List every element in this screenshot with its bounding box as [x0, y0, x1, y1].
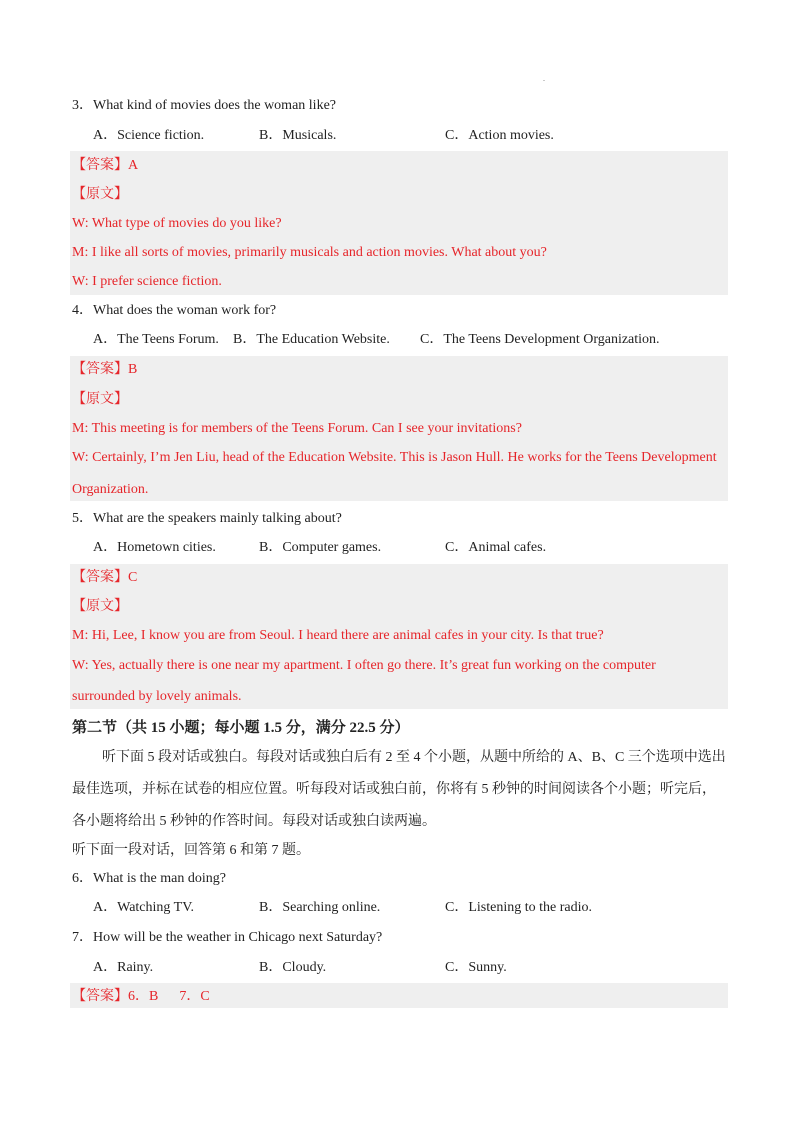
section-title: 第二节（共 15 小题；每小题 1.5 分，满分 22.5 分）: [72, 720, 410, 736]
q3-option-c: C．Action movies.: [445, 128, 554, 143]
q5-transcript-line: M: Hi, Lee, I know you are from Seoul. I heard there are animal cafes in your city. Is that true?: [72, 628, 604, 643]
question-3: 3．What kind of movies does the woman like?: [72, 98, 336, 113]
instruction-line: 各小题将给出 5 秒钟的作答时间。每段对话或独白读两遍。: [72, 814, 436, 829]
q7-option-a: A．Rainy.: [93, 960, 154, 975]
dialog-intro: 听下面一段对话，回答第 6 和第 7 题。: [72, 843, 310, 858]
instruction-line: 最佳选项，并标在试卷的相应位置。听每段对话或独白前，你将有 5 秒钟的时间阅读各个小题；听完后，: [72, 782, 716, 797]
q3-source-label: 【原文】: [72, 187, 128, 202]
q7-option-c: C．Sunny.: [445, 960, 507, 975]
q7-option-b: B．Cloudy.: [259, 960, 327, 975]
q3-option-b: B．Musicals.: [259, 128, 337, 143]
q6-option-b: B．Searching online.: [259, 900, 381, 915]
question-4: 4．What does the woman work for?: [72, 303, 277, 318]
q4-transcript-line: Organization.: [72, 482, 149, 497]
q4-option-c: C．The Teens Development Organization.: [420, 332, 660, 347]
q4-answer: 【答案】B: [72, 362, 138, 377]
q5-answer: 【答案】C: [72, 570, 138, 585]
q5-transcript-line: surrounded by lovely animals.: [72, 689, 242, 704]
question-7: 7．How will be the weather in Chicago next Saturday?: [72, 930, 383, 945]
q4-option-b: B．The Education Website.: [233, 332, 390, 347]
header-mark: .: [543, 74, 545, 83]
q4-option-a: A．The Teens Forum.: [93, 332, 219, 347]
instruction-line: 听下面 5 段对话或独白。每段对话或独白后有 2 至 4 个小题，从题中所给的 A、B、C 三个选项中选出: [102, 750, 726, 765]
q5-option-b: B．Computer games.: [259, 540, 382, 555]
q6-option-a: A．Watching TV.: [93, 900, 195, 915]
q3-transcript-line: M: I like all sorts of movies, primarily musicals and action movies. What about you?: [72, 245, 547, 260]
q3-transcript-line: W: What type of movies do you like?: [72, 216, 282, 231]
answers-6-7: 【答案】6．B 7．C: [72, 989, 210, 1004]
q4-source-label: 【原文】: [72, 392, 128, 407]
q3-answer: 【答案】A: [72, 158, 139, 173]
q4-transcript-line: W: Certainly, I’m Jen Liu, head of the Education Website. This is Jason Hull. He works for the Teens Development: [72, 450, 717, 465]
q5-transcript-line: W: Yes, actually there is one near my apartment. I often go there. It’s great fun working on the computer: [72, 658, 656, 673]
question-6: 6．What is the man doing?: [72, 871, 226, 886]
q3-transcript-line: W: I prefer science fiction.: [72, 274, 222, 289]
q6-option-c: C．Listening to the radio.: [445, 900, 592, 915]
q4-transcript-line: M: This meeting is for members of the Teens Forum. Can I see your invitations?: [72, 421, 522, 436]
q5-source-label: 【原文】: [72, 599, 128, 614]
q3-option-a: A．Science fiction.: [93, 128, 205, 143]
q5-option-a: A．Hometown cities.: [93, 540, 216, 555]
q5-option-c: C．Animal cafes.: [445, 540, 547, 555]
question-5: 5．What are the speakers mainly talking about?: [72, 511, 342, 526]
